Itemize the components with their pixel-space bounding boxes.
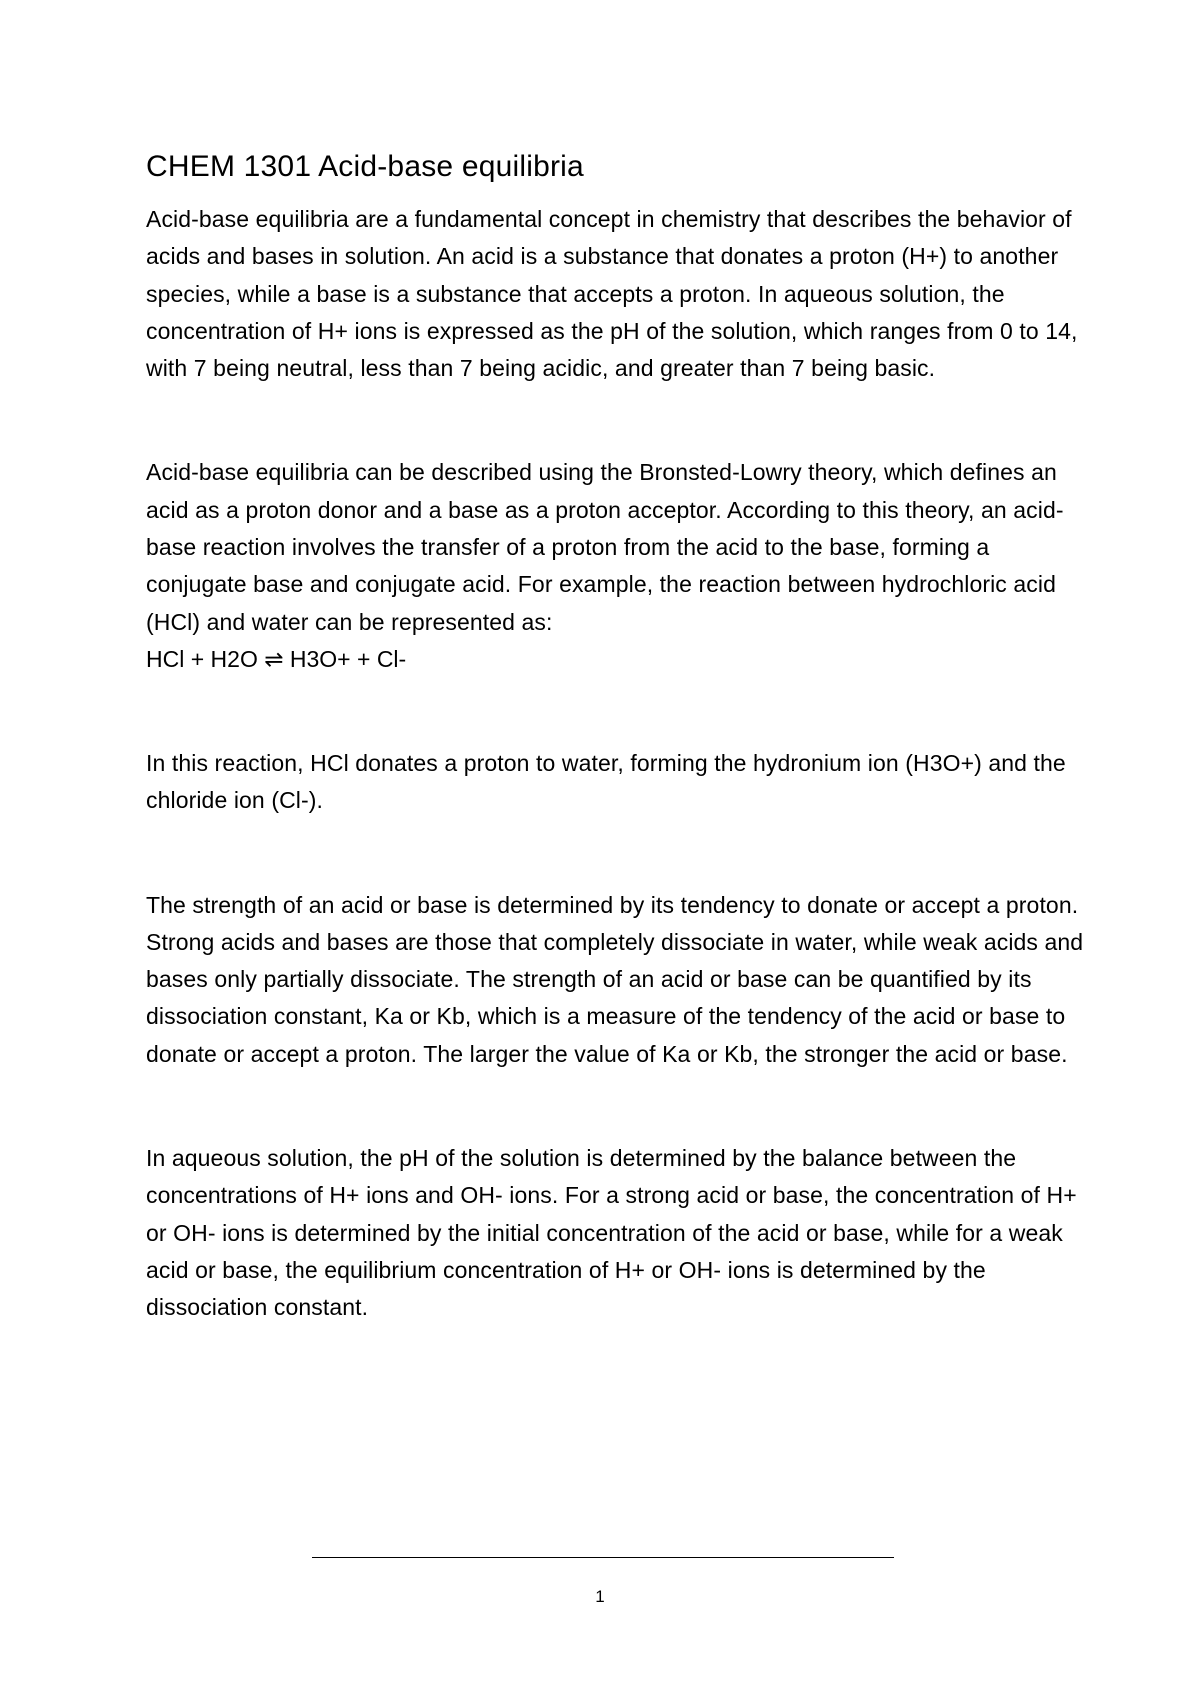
document-title: CHEM 1301 Acid-base equilibria xyxy=(146,150,584,183)
footer-divider xyxy=(312,1557,894,1558)
paragraph-ph-balance: In aqueous solution, the pH of the solution is determined by the balance between the concentrations of H+ ions and OH- ions. For a strong acid or base, the concentration of H+ or OH- ions is determined by the initial concentration of the acid or base, while for a weak acid or base, the equilibrium concentration of H+ or OH- ions is determined by the dissociation constant. xyxy=(146,1145,1077,1321)
paragraph-reaction-explanation: In this reaction, HCl donates a proton to water, forming the hydronium ion (H3O+) and the chloride ion (Cl-). xyxy=(146,749,1066,814)
page-number: 1 xyxy=(595,1587,605,1606)
paragraph-acid-strength: The strength of an acid or base is determined by its tendency to donate or accept a proton. Strong acids and bases are those that completely dissociate in water, while weak acids and bases only partially dissociate. The strength of an acid or base can be quantified by its dissociation constant, Ka or Kb, which is a measure of the tendency of the acid or base to donate or accept a proton. The larger the value of Ka or Kb, the stronger the acid or base. xyxy=(146,891,1084,1067)
paragraph-bronsted-lowry: Acid-base equilibria can be described using the Bronsted-Lowry theory, which defines an acid as a proton donor and a base as a proton acceptor. According to this theory, an acid-base reaction involves the transfer of a proton from the acid to the base, forming a conjugate base and conjugate acid. For example, the reaction between hydrochloric acid (HCl) and water can be represented as: xyxy=(146,459,1064,635)
paragraph-intro: Acid-base equilibria are a fundamental concept in chemistry that describes the behavior of acids and bases in solution. An acid is a substance that donates a proton (H+) to another species, while a base is a substance that accepts a proton. In aqueous solution, the concentration of H+ ions is expressed as the pH of the solution, which ranges from 0 to 14, with 7 being neutral, less than 7 being acidic, and greater than 7 being basic. xyxy=(146,206,1078,382)
chemical-equation: HCl + H2O ⇌ H3O+ + Cl- xyxy=(146,645,407,672)
document-body xyxy=(146,145,1086,1327)
